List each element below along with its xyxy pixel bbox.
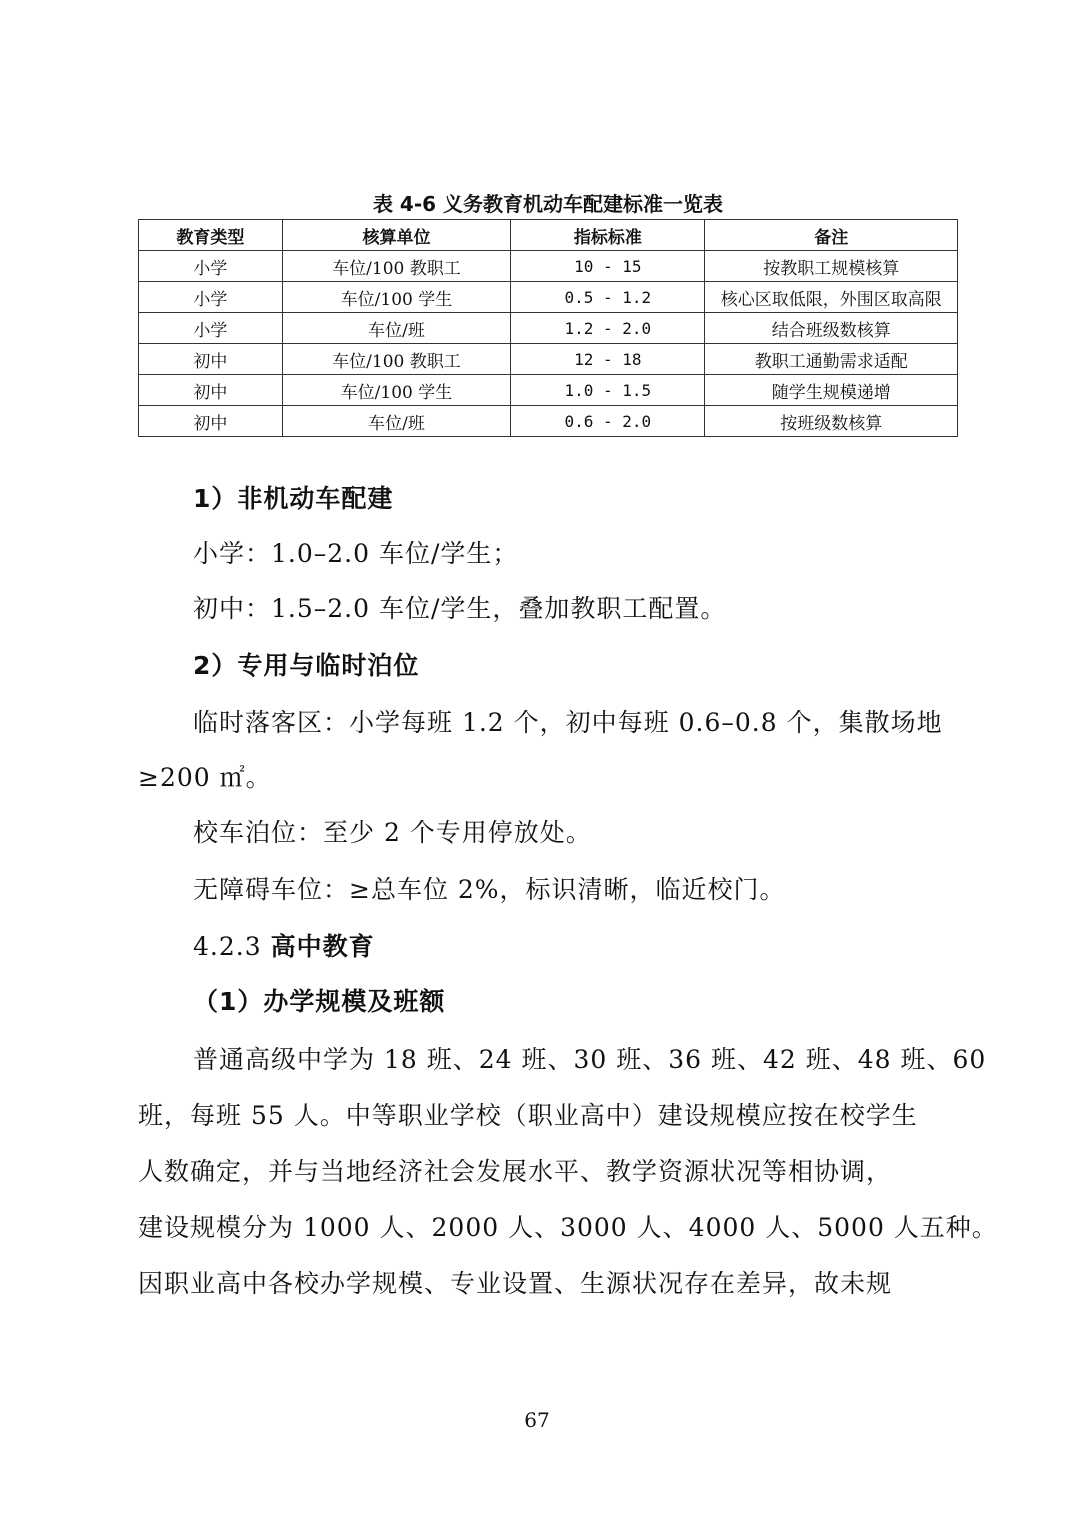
heading-section-high-school	[193, 930, 375, 964]
paragraph-temp-dropoff: 临时落客区：小学每班 1.2 个，初中每班 0.6–0.8 个，集散场地	[193, 708, 943, 737]
cell-education-type: 小学	[139, 282, 283, 313]
cell-unit: 车位/100 学生	[282, 282, 510, 313]
header-accounting-unit: 核算单位	[282, 220, 510, 251]
paragraph-accessible-parking: 无障碍车位：≥总车位 2%，标识清晰，临近校门。	[193, 875, 786, 904]
cell-unit: 车位/100 教职工	[282, 251, 510, 282]
cell-remark: 教职工通勤需求适配	[705, 344, 958, 375]
table-row	[139, 251, 958, 282]
table-header-row	[139, 220, 958, 251]
table-row	[139, 344, 958, 375]
paragraph-scale-line-3: 人数确定，并与当地经济社会发展水平、教学资源状况等相协调，	[138, 1157, 893, 1186]
table-caption: 表 4-6 义务教育机动车配建标准一览表	[372, 192, 724, 216]
paragraph-scale-line-4: 建设规模分为 1000 人、2000 人、3000 人、4000 人、5000 人五种。	[138, 1213, 998, 1242]
table-row	[139, 313, 958, 344]
cell-standard: 0.5 - 1.2	[511, 282, 705, 313]
table-row	[139, 406, 958, 437]
cell-education-type: 初中	[139, 344, 283, 375]
heading-scale-and-class-size: （1）办学规模及班额	[193, 987, 446, 1016]
cell-unit: 车位/班	[282, 406, 510, 437]
page-number: 67	[524, 1408, 550, 1432]
cell-remark: 按班级数核算	[705, 406, 958, 437]
cell-standard: 1.2 - 2.0	[511, 313, 705, 344]
paragraph-school-bus: 校车泊位：至少 2 个专用停放处。	[193, 818, 592, 847]
cell-education-type: 初中	[139, 375, 283, 406]
header-index-standard: 指标标准	[511, 220, 705, 251]
table-row	[139, 375, 958, 406]
cell-standard: 1.0 - 1.5	[511, 375, 705, 406]
cell-unit: 车位/班	[282, 313, 510, 344]
cell-standard: 10 - 15	[511, 251, 705, 282]
cell-remark: 核心区取低限，外围区取高限	[705, 282, 958, 313]
header-education-type: 教育类型	[139, 220, 283, 251]
cell-standard: 12 - 18	[511, 344, 705, 375]
paragraph-temp-dropoff-cont: ≥200 ㎡。	[138, 763, 272, 792]
cell-remark: 随学生规模递增	[705, 375, 958, 406]
paragraph-scale-line-1: 普通高级中学为 18 班、24 班、30 班、36 班、42 班、48 班、60	[193, 1045, 987, 1074]
section-number: 4.2.3	[193, 932, 271, 961]
heading-dedicated-parking: 2）专用与临时泊位	[193, 651, 420, 680]
cell-remark: 结合班级数核算	[705, 313, 958, 344]
cell-education-type: 小学	[139, 313, 283, 344]
header-remarks: 备注	[705, 220, 958, 251]
cell-unit: 车位/100 学生	[282, 375, 510, 406]
section-title: 高中教育	[270, 932, 375, 961]
parking-standard-table	[138, 219, 958, 437]
cell-unit: 车位/100 教职工	[282, 344, 510, 375]
cell-standard: 0.6 - 2.0	[511, 406, 705, 437]
table-row	[139, 282, 958, 313]
paragraph-primary-bike: 小学：1.0–2.0 车位/学生；	[193, 539, 519, 568]
heading-non-motor-parking: 1）非机动车配建	[193, 484, 394, 513]
paragraph-scale-line-5: 因职业高中各校办学规模、专业设置、生源状况存在差异，故未规	[138, 1269, 893, 1298]
paragraph-scale-line-2: 班，每班 55 人。中等职业学校（职业高中）建设规模应按在校学生	[138, 1101, 918, 1130]
paragraph-junior-bike: 初中：1.5–2.0 车位/学生，叠加教职工配置。	[193, 594, 727, 623]
cell-education-type: 小学	[139, 251, 283, 282]
cell-remark: 按教职工规模核算	[705, 251, 958, 282]
cell-education-type: 初中	[139, 406, 283, 437]
